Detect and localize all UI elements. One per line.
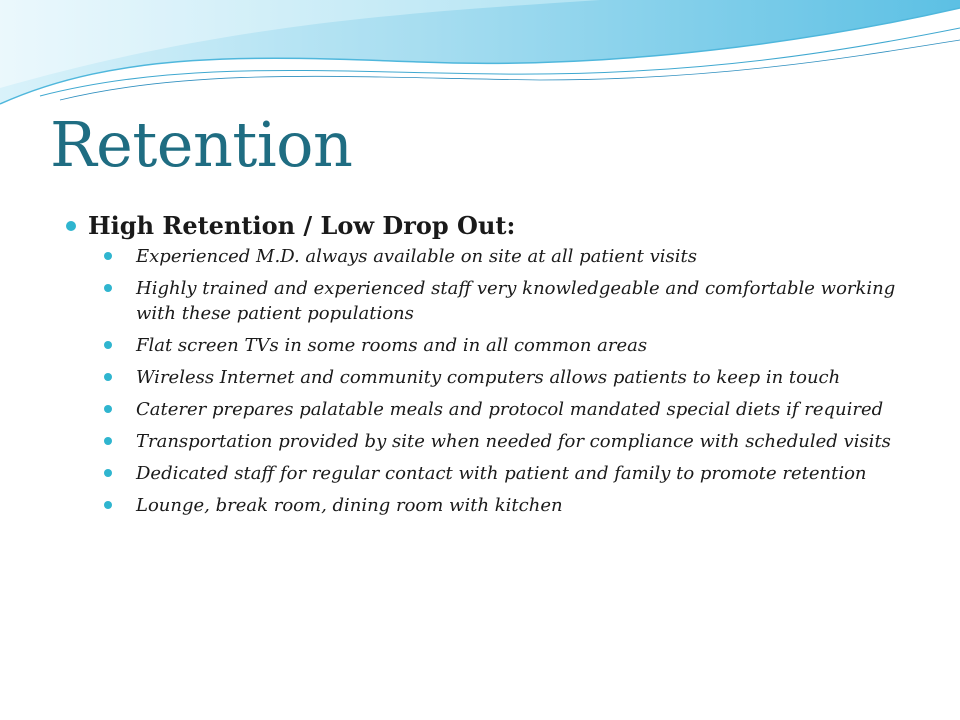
bullet-dot: [104, 437, 112, 445]
bullet-dot: [104, 469, 112, 477]
bullet-dot: [104, 252, 112, 260]
decorative-wave-header: [0, 0, 960, 110]
sub-bullet-text: Caterer prepares palatable meals and protocol mandated special diets if required: [136, 399, 884, 420]
slide-title: Retention: [50, 108, 353, 181]
bullet-dot: [104, 373, 112, 381]
sub-bullet-item: [104, 461, 926, 486]
sub-bullet-text: Highly trained and experienced staff very knowledgeable and comfortable working with these patient populations: [136, 278, 896, 324]
sub-bullet-item: [104, 244, 926, 269]
sub-bullet-item: [104, 365, 926, 390]
sub-bullet-text: Wireless Internet and community computers allows patients to keep in touch: [136, 367, 841, 388]
bullet-dot: [104, 284, 112, 292]
sub-bullet-text: Transportation provided by site when needed for compliance with scheduled visits: [136, 431, 891, 452]
sub-bullet-list: [66, 244, 926, 518]
bullet-dot: [104, 501, 112, 509]
section-heading: High Retention / Low Drop Out:: [88, 211, 516, 240]
sub-bullet-item: [104, 429, 926, 454]
bullet-dot: [104, 405, 112, 413]
sub-bullet-text: Flat screen TVs in some rooms and in all common areas: [136, 335, 648, 356]
slide-body: [66, 210, 926, 525]
sub-bullet-text: Experienced M.D. always available on site at all patient visits: [136, 246, 697, 267]
bullet-level1: [66, 210, 926, 242]
bullet-dot: [66, 221, 76, 231]
sub-bullet-text: Lounge, break room, dining room with kitchen: [136, 495, 563, 516]
sub-bullet-item: [104, 333, 926, 358]
sub-bullet-item: [104, 493, 926, 518]
sub-bullet-item: [104, 276, 926, 326]
bullet-dot: [104, 341, 112, 349]
sub-bullet-text: Dedicated staff for regular contact with patient and family to promote retention: [136, 463, 867, 484]
sub-bullet-item: [104, 397, 926, 422]
